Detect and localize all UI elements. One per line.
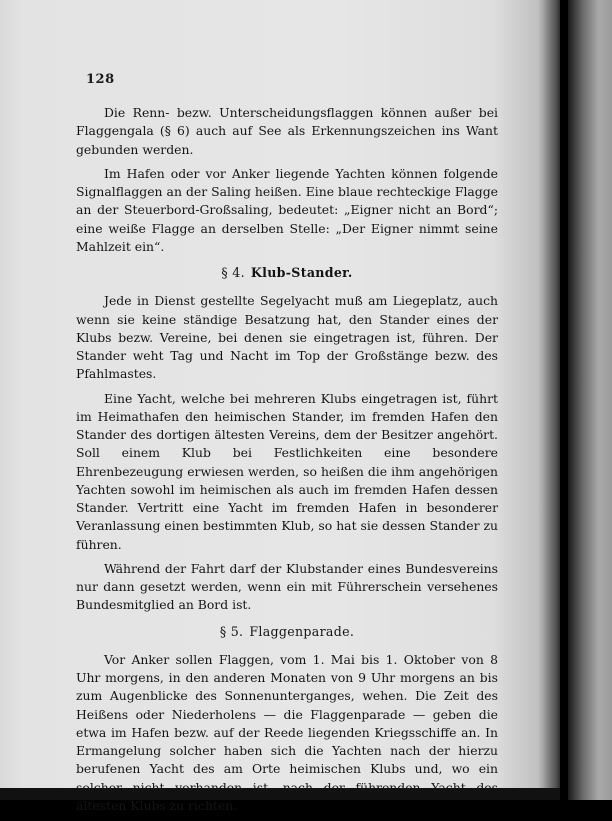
- paragraph: Eine Yacht, welche bei mehreren Klubs eingetragen ist, führt im Heimathafen den heimischen Stander, im fremden Hafen den Stander des dortigen ältesten Vereins, dem der Besitzer angehört. Soll einem Klub bei Festlichkeiten eine besondere Ehrenbezeugung erwiesen werden, so heißen die ihm angehörigen Yachten sowohl im heimischen als auch im fremden Hafen dessen Stander. Vertritt eine Yacht im fremden Hafen in besonderer Veranlassung einen bestimmten Klub, so hat sie dessen Stander zu führen.: [76, 390, 498, 552]
- section-heading: [76, 264, 498, 282]
- paragraph: Jede in Dienst gestellte Segelyacht muß am Liegeplatz, auch wenn sie keine ständige Besatzung hat, den Stander eines der Klubs bezw. Vereine, bei denen sie eingetragen ist, führen. Der Stander weht Tag und Nacht im Top der Großstänge bezw. des Pfahlmastes.: [76, 293, 498, 382]
- section-title: Klub-Stander.: [250, 265, 353, 280]
- paragraph: Während der Fahrt darf der Klubstander eines Bundesvereins nur dann gesetzt werden, wenn ein mit Führerschein versehenes Bundesmitglied an Bord ist.: [76, 560, 498, 613]
- body-text: [76, 104, 498, 821]
- adjacent-page-edge: [568, 0, 612, 800]
- section-heading: [76, 623, 498, 641]
- paragraph: Im Hafen oder vor Anker liegende Yachten können folgende Signalflaggen an der Saling heißen. Eine blaue rechteckige Flagge an der Steuerbord-Großsaling, bedeutet: „Eigner nicht an Bord“; eine weiße Flagge an derselben Stelle: „Der Eigner nimmt seine Mahlzeit ein“.: [76, 165, 498, 254]
- paragraph: Die Renn- bezw. Unterscheidungsflaggen können außer bei Flaggengala (§ 6) auch auf See als Erkennungszeichen ins Want gebunden werden.: [76, 105, 498, 157]
- page-number: 128: [86, 72, 115, 87]
- binding-shadow: [538, 0, 564, 790]
- paragraph: Vor Anker sollen Flaggen, vom 1. Mai bis 1. Oktober von 8 Uhr morgens, in den anderen Monaten von 9 Uhr morgens an bis zum Augenblicke des Sonnenunterganges, wehen. Die Zeit des Heißens oder Niederholens — die Flaggenparade — geben die etwa im Hafen bezw. auf der Reede liegenden Kriegsschiffe an. In Ermangelung solcher haben sich die Yachten nach der hierzu berufenen Yacht des am Orte heimischen Klubs und, wo ein solcher nicht vorhanden ist, nach der führenden Yacht des ältesten Klubs zu richten.: [76, 651, 498, 813]
- section-number: § 5.: [219, 623, 244, 639]
- section-title: Flaggenparade.: [249, 623, 355, 639]
- section-number: § 4.: [221, 265, 245, 280]
